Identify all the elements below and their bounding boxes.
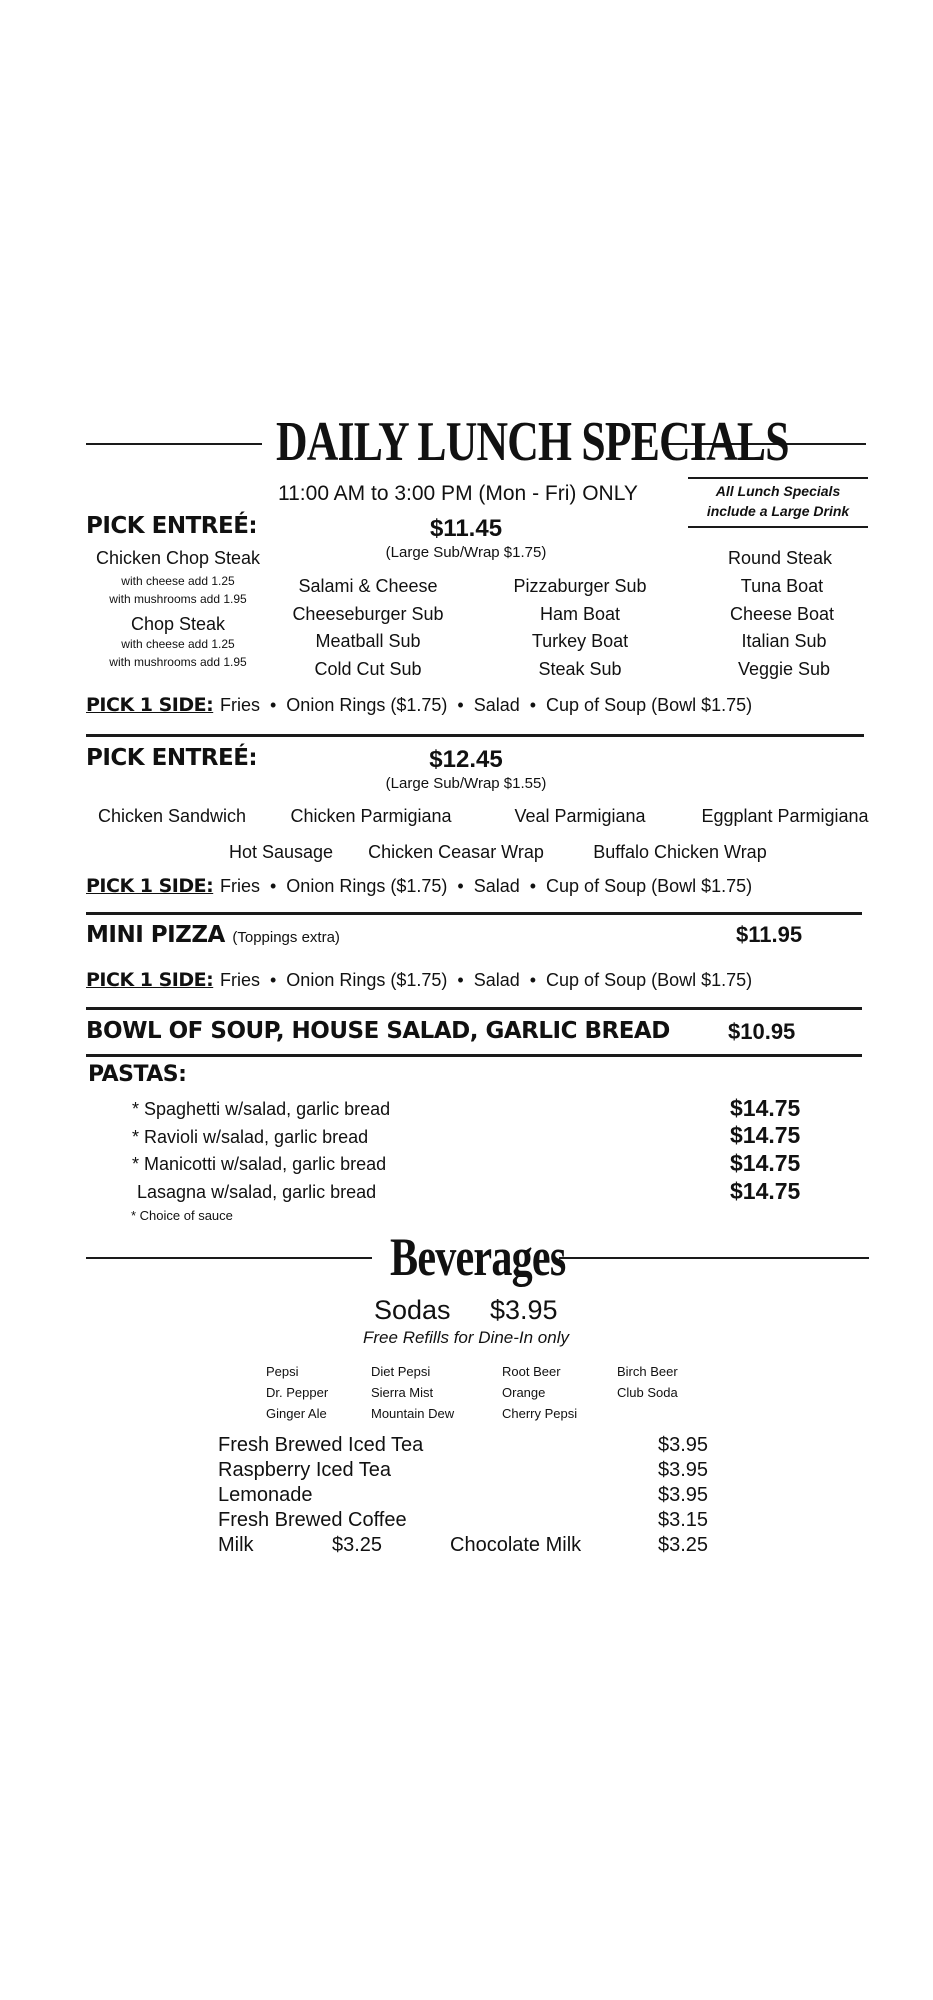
soda-item: Club Soda [617,1385,678,1400]
drink-price: $3.95 [658,1434,709,1456]
pasta-price: $14.75 [730,1095,801,1121]
drink-note-line1: All Lunch Specials [715,483,841,499]
col4-item: Italian Sub [741,631,827,651]
col2-item: Meatball Sub [315,631,421,651]
soda-item: Cherry Pepsi [502,1406,578,1421]
soda-item: Orange [502,1385,546,1400]
section-divider-2 [86,912,862,915]
section2-price-note: (Large Sub/Wrap $1.55) [385,775,547,792]
soda-item: Diet Pepsi [371,1364,431,1379]
page-title: DAILY LUNCH SPECIALS [276,411,789,473]
drink-price: $3.95 [658,1459,709,1481]
soup-combo-price: $10.95 [728,1019,796,1044]
pasta-item: * Manicotti w/salad, garlic bread [132,1154,387,1174]
pasta-item: * Spaghetti w/salad, garlic bread [132,1099,391,1119]
section-divider-3 [86,1007,862,1010]
chicken-chop-steak-note1: with cheese add 1.25 [121,574,235,588]
chocolate-milk-price: $3.25 [658,1534,709,1556]
entree-item: Chicken Ceasar Wrap [368,842,544,862]
entree-item: Chicken Parmigiana [290,806,452,826]
soda-item: Birch Beer [617,1364,678,1379]
pastas-label: PASTAS: [88,1062,187,1087]
entree-item: Buffalo Chicken Wrap [593,842,767,862]
mini-pizza-title: MINI PIZZA [86,922,225,948]
milk-label: Milk [218,1534,254,1556]
beverages-title: Beverages [390,1227,566,1287]
section1-price-note: (Large Sub/Wrap $1.75) [385,544,547,561]
side-options-3: Fries • Onion Rings ($1.75) • Salad • Cup of Soup (Bowl $1.75) [220,970,753,990]
col3-item: Turkey Boat [531,631,629,651]
mini-pizza-note: (Toppings extra) [232,929,340,946]
bev-rule-left [86,1257,372,1259]
section2-price: $12.45 [429,746,503,773]
sodas-label: Sodas [374,1295,451,1325]
soda-item: Sierra Mist [371,1385,434,1400]
section-divider-1 [86,734,864,737]
chop-steak-note2: with mushrooms add 1.95 [109,655,247,669]
pick-side-label-2: PICK 1 SIDE: [86,875,214,897]
col2-item: Salami & Cheese [298,576,438,596]
col4-item: Round Steak [727,548,833,568]
chop-steak: Chop Steak [130,614,226,634]
chicken-chop-steak-note2: with mushrooms add 1.95 [109,592,247,606]
drink-price: $3.15 [658,1509,709,1531]
drink-note-rule-bottom [688,526,868,528]
col4-item: Veggie Sub [737,659,831,679]
milk-price: $3.25 [332,1534,383,1556]
pasta-price: $14.75 [730,1178,801,1204]
mini-pizza-price: $11.95 [736,922,803,947]
side-options-1: Fries • Onion Rings ($1.75) • Salad • Cup of Soup (Bowl $1.75) [220,695,753,715]
refill-note: Free Refills for Dine-In only [363,1328,569,1347]
pasta-price: $14.75 [730,1150,801,1176]
drink-item: Fresh Brewed Coffee [218,1509,407,1531]
col4-item: Cheese Boat [729,604,835,624]
soda-item: Pepsi [266,1364,299,1379]
pasta-footnote: * Choice of sauce [131,1208,233,1223]
pick-entree-label-2: PICK ENTREÉ: [86,745,258,771]
entree-item: Hot Sausage [228,842,334,862]
side-options-2: Fries • Onion Rings ($1.75) • Salad • Cup of Soup (Bowl $1.75) [220,876,753,896]
drink-item: Raspberry Iced Tea [218,1459,392,1481]
pick-side-label-1: PICK 1 SIDE: [86,694,214,716]
col3-item: Ham Boat [539,604,621,624]
sodas-price: $3.95 [490,1295,558,1325]
chocolate-milk-label: Chocolate Milk [450,1534,582,1556]
pick-side-label-3: PICK 1 SIDE: [86,969,214,991]
chop-steak-note1: with cheese add 1.25 [121,637,235,651]
entree-item: Chicken Sandwich [97,806,247,826]
chicken-chop-steak: Chicken Chop Steak [95,548,261,568]
col4-item: Tuna Boat [740,576,824,596]
soup-combo-label: BOWL OF SOUP, HOUSE SALAD, GARLIC BREAD [86,1018,670,1044]
pick-entree-label-1: PICK ENTREÉ: [86,513,258,539]
mini-pizza-label [86,922,340,948]
soda-item: Mountain Dew [371,1406,455,1421]
soda-item: Root Beer [502,1364,561,1379]
entree-item: Veal Parmigiana [514,806,646,826]
soda-item: Ginger Ale [266,1406,327,1421]
soda-item: Dr. Pepper [266,1385,329,1400]
drink-item: Lemonade [218,1484,313,1506]
col2-item: Cheeseburger Sub [292,604,444,624]
drink-item: Fresh Brewed Iced Tea [218,1434,424,1456]
drink-price: $3.95 [658,1484,709,1506]
title-rule-left [86,443,262,445]
drink-note-rule-top [688,477,868,479]
col3-item: Steak Sub [538,659,622,679]
bev-rule-right [559,1257,869,1259]
hours-text: 11:00 AM to 3:00 PM (Mon - Fri) ONLY [278,482,638,505]
section1-price: $11.45 [429,515,503,542]
col3-item: Pizzaburger Sub [513,576,647,596]
pasta-item: Lasagna w/salad, garlic bread [137,1182,377,1202]
section-divider-4 [86,1054,862,1057]
col2-item: Cold Cut Sub [314,659,422,679]
drink-note-line2: include a Large Drink [706,503,850,519]
pasta-price: $14.75 [730,1122,801,1148]
entree-item: Eggplant Parmigiana [701,806,869,826]
pasta-item: * Ravioli w/salad, garlic bread [132,1127,369,1147]
